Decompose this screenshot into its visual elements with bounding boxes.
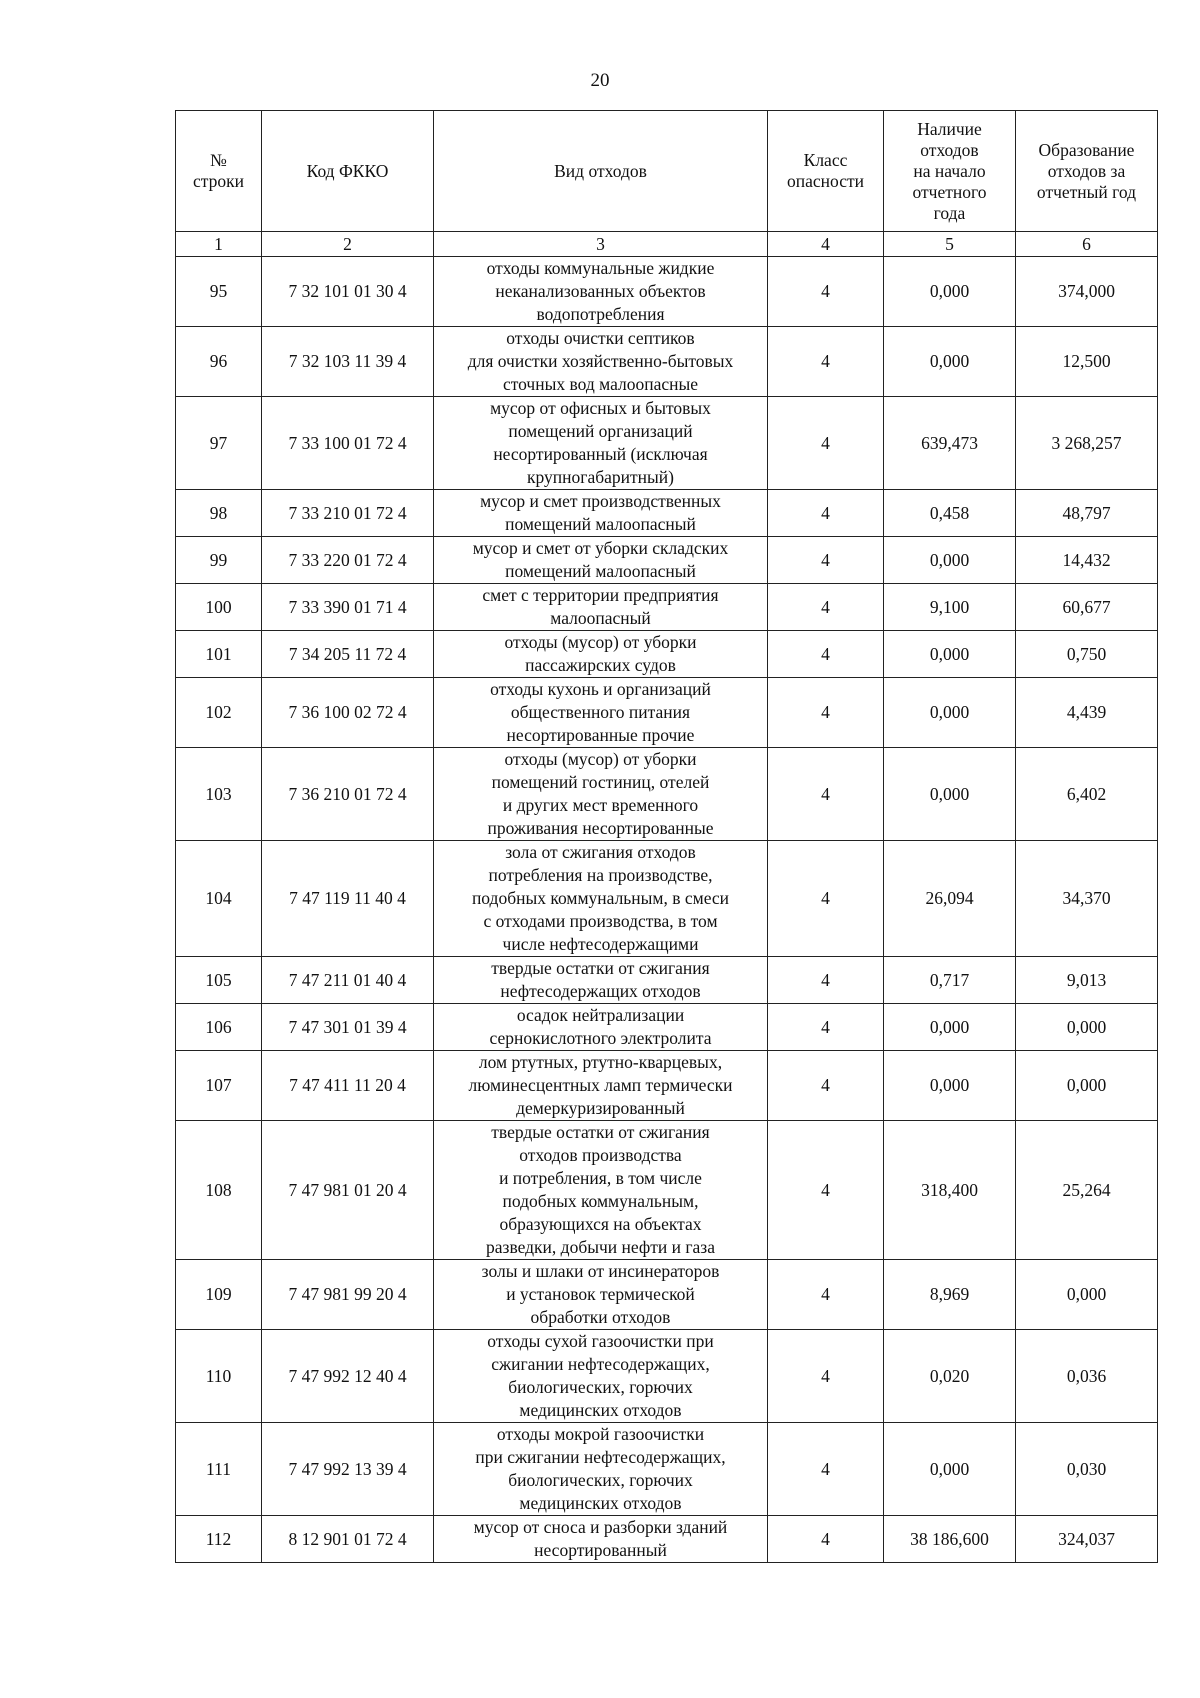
hazard-class-cell: 4: [768, 1121, 884, 1260]
table-row: [176, 1330, 1158, 1423]
table-body: [176, 257, 1158, 1563]
header-row-no: № строки: [176, 111, 262, 232]
table-row: [176, 678, 1158, 748]
fkko-code-cell: 7 47 411 11 20 4: [262, 1051, 434, 1121]
generated-amount-cell: 9,013: [1016, 957, 1158, 1004]
start-amount-cell: 0,020: [884, 1330, 1016, 1423]
header-type: Вид отходов: [434, 111, 768, 232]
hazard-class-cell: 4: [768, 327, 884, 397]
waste-type-cell: мусор и смет производственных помещений малоопасный: [434, 490, 768, 537]
row-number-cell: 110: [176, 1330, 262, 1423]
generated-amount-cell: 25,264: [1016, 1121, 1158, 1260]
start-amount-cell: 0,000: [884, 257, 1016, 327]
waste-type-cell: отходы кухонь и организаций общественного питания несортированные прочие: [434, 678, 768, 748]
generated-amount-cell: 12,500: [1016, 327, 1158, 397]
start-amount-cell: 0,000: [884, 631, 1016, 678]
table-row: [176, 1260, 1158, 1330]
fkko-code-cell: 7 47 981 99 20 4: [262, 1260, 434, 1330]
waste-type-cell: осадок нейтрализации сернокислотного электролита: [434, 1004, 768, 1051]
generated-amount-cell: 0,000: [1016, 1004, 1158, 1051]
waste-type-cell: лом ртутных, ртутно-кварцевых, люминесцентных ламп термически демеркуризированный: [434, 1051, 768, 1121]
hazard-class-cell: 4: [768, 1516, 884, 1563]
hazard-class-cell: 4: [768, 631, 884, 678]
generated-amount-cell: 0,000: [1016, 1051, 1158, 1121]
fkko-code-cell: 7 36 100 02 72 4: [262, 678, 434, 748]
page-number: 20: [590, 70, 610, 91]
table-row: [176, 257, 1158, 327]
table-row: [176, 1121, 1158, 1260]
waste-type-cell: смет с территории предприятия малоопасный: [434, 584, 768, 631]
column-number: 4: [768, 232, 884, 257]
start-amount-cell: 38 186,600: [884, 1516, 1016, 1563]
header-code: Код ФККО: [262, 111, 434, 232]
fkko-code-cell: 8 12 901 01 72 4: [262, 1516, 434, 1563]
fkko-code-cell: 7 34 205 11 72 4: [262, 631, 434, 678]
fkko-code-cell: 7 47 992 12 40 4: [262, 1330, 434, 1423]
start-amount-cell: 0,000: [884, 1004, 1016, 1051]
row-number-cell: 105: [176, 957, 262, 1004]
fkko-code-cell: 7 33 210 01 72 4: [262, 490, 434, 537]
waste-type-cell: отходы мокрой газоочистки при сжигании нефтесодержащих, биологических, горючих медицинских отходов: [434, 1423, 768, 1516]
fkko-code-cell: 7 47 992 13 39 4: [262, 1423, 434, 1516]
start-amount-cell: 0,000: [884, 327, 1016, 397]
column-number: 6: [1016, 232, 1158, 257]
fkko-code-cell: 7 47 211 01 40 4: [262, 957, 434, 1004]
header-generated: Образование отходов за отчетный год: [1016, 111, 1158, 232]
fkko-code-cell: 7 47 119 11 40 4: [262, 841, 434, 957]
row-number-cell: 107: [176, 1051, 262, 1121]
start-amount-cell: 26,094: [884, 841, 1016, 957]
row-number-cell: 111: [176, 1423, 262, 1516]
table-row: [176, 537, 1158, 584]
column-number: 3: [434, 232, 768, 257]
waste-table: [175, 110, 1158, 1563]
table-row: [176, 631, 1158, 678]
waste-type-cell: твердые остатки от сжигания отходов производства и потребления, в том числе подобных коммунальным, образующихся на объектах разведки, добычи нефти и газа: [434, 1121, 768, 1260]
start-amount-cell: 0,000: [884, 1051, 1016, 1121]
waste-type-cell: отходы (мусор) от уборки пассажирских судов: [434, 631, 768, 678]
hazard-class-cell: 4: [768, 1330, 884, 1423]
table-row: [176, 584, 1158, 631]
waste-type-cell: золы и шлаки от инсинераторов и установок термической обработки отходов: [434, 1260, 768, 1330]
start-amount-cell: 0,000: [884, 678, 1016, 748]
waste-type-cell: отходы коммунальные жидкие неканализованных объектов водопотребления: [434, 257, 768, 327]
generated-amount-cell: 48,797: [1016, 490, 1158, 537]
hazard-class-cell: 4: [768, 537, 884, 584]
table-row: [176, 957, 1158, 1004]
row-number-cell: 99: [176, 537, 262, 584]
fkko-code-cell: 7 33 390 01 71 4: [262, 584, 434, 631]
generated-amount-cell: 34,370: [1016, 841, 1158, 957]
row-number-cell: 109: [176, 1260, 262, 1330]
waste-type-cell: мусор и смет от уборки складских помещений малоопасный: [434, 537, 768, 584]
waste-type-cell: мусор от офисных и бытовых помещений организаций несортированный (исключая крупногабаритный): [434, 397, 768, 490]
generated-amount-cell: 14,432: [1016, 537, 1158, 584]
row-number-cell: 106: [176, 1004, 262, 1051]
generated-amount-cell: 60,677: [1016, 584, 1158, 631]
row-number-cell: 101: [176, 631, 262, 678]
table-header: [176, 111, 1158, 257]
row-number-cell: 103: [176, 748, 262, 841]
table-row: [176, 1423, 1158, 1516]
table-row: [176, 1516, 1158, 1563]
start-amount-cell: 0,000: [884, 537, 1016, 584]
row-number-cell: 96: [176, 327, 262, 397]
table-row: [176, 327, 1158, 397]
row-number-cell: 100: [176, 584, 262, 631]
start-amount-cell: 9,100: [884, 584, 1016, 631]
generated-amount-cell: 0,036: [1016, 1330, 1158, 1423]
generated-amount-cell: 0,750: [1016, 631, 1158, 678]
table-row: [176, 748, 1158, 841]
column-number: 5: [884, 232, 1016, 257]
hazard-class-cell: 4: [768, 957, 884, 1004]
hazard-class-cell: 4: [768, 1260, 884, 1330]
waste-type-cell: твердые остатки от сжигания нефтесодержащих отходов: [434, 957, 768, 1004]
column-number: 1: [176, 232, 262, 257]
generated-amount-cell: 3 268,257: [1016, 397, 1158, 490]
row-number-cell: 112: [176, 1516, 262, 1563]
fkko-code-cell: 7 47 981 01 20 4: [262, 1121, 434, 1260]
hazard-class-cell: 4: [768, 1423, 884, 1516]
start-amount-cell: 639,473: [884, 397, 1016, 490]
hazard-class-cell: 4: [768, 748, 884, 841]
start-amount-cell: 0,458: [884, 490, 1016, 537]
fkko-code-cell: 7 47 301 01 39 4: [262, 1004, 434, 1051]
generated-amount-cell: 374,000: [1016, 257, 1158, 327]
hazard-class-cell: 4: [768, 1051, 884, 1121]
fkko-code-cell: 7 32 101 01 30 4: [262, 257, 434, 327]
table-row: [176, 490, 1158, 537]
table-row: [176, 1051, 1158, 1121]
generated-amount-cell: 4,439: [1016, 678, 1158, 748]
row-number-cell: 108: [176, 1121, 262, 1260]
table-row: [176, 841, 1158, 957]
hazard-class-cell: 4: [768, 1004, 884, 1051]
column-number: 2: [262, 232, 434, 257]
waste-type-cell: мусор от сноса и разборки зданий несортированный: [434, 1516, 768, 1563]
start-amount-cell: 8,969: [884, 1260, 1016, 1330]
header-start: Наличие отходов на начало отчетного года: [884, 111, 1016, 232]
generated-amount-cell: 0,030: [1016, 1423, 1158, 1516]
start-amount-cell: 318,400: [884, 1121, 1016, 1260]
fkko-code-cell: 7 32 103 11 39 4: [262, 327, 434, 397]
column-number-row: [176, 232, 1158, 257]
waste-type-cell: отходы (мусор) от уборки помещений гостиниц, отелей и других мест временного проживания несортированные: [434, 748, 768, 841]
generated-amount-cell: 324,037: [1016, 1516, 1158, 1563]
fkko-code-cell: 7 36 210 01 72 4: [262, 748, 434, 841]
hazard-class-cell: 4: [768, 678, 884, 748]
table-row: [176, 397, 1158, 490]
hazard-class-cell: 4: [768, 841, 884, 957]
header-hazard: Класс опасности: [768, 111, 884, 232]
row-number-cell: 97: [176, 397, 262, 490]
row-number-cell: 102: [176, 678, 262, 748]
start-amount-cell: 0,000: [884, 1423, 1016, 1516]
generated-amount-cell: 0,000: [1016, 1260, 1158, 1330]
waste-type-cell: отходы очистки септиков для очистки хозяйственно-бытовых сточных вод малоопасные: [434, 327, 768, 397]
hazard-class-cell: 4: [768, 257, 884, 327]
hazard-class-cell: 4: [768, 584, 884, 631]
waste-type-cell: отходы сухой газоочистки при сжигании нефтесодержащих, биологических, горючих медицинских отходов: [434, 1330, 768, 1423]
generated-amount-cell: 6,402: [1016, 748, 1158, 841]
start-amount-cell: 0,000: [884, 748, 1016, 841]
hazard-class-cell: 4: [768, 397, 884, 490]
table-row: [176, 1004, 1158, 1051]
fkko-code-cell: 7 33 100 01 72 4: [262, 397, 434, 490]
row-number-cell: 95: [176, 257, 262, 327]
waste-type-cell: зола от сжигания отходов потребления на производстве, подобных коммунальным, в смеси с отходами производства, в том числе нефтесодержащими: [434, 841, 768, 957]
fkko-code-cell: 7 33 220 01 72 4: [262, 537, 434, 584]
start-amount-cell: 0,717: [884, 957, 1016, 1004]
row-number-cell: 98: [176, 490, 262, 537]
hazard-class-cell: 4: [768, 490, 884, 537]
row-number-cell: 104: [176, 841, 262, 957]
header-row: [176, 111, 1158, 232]
